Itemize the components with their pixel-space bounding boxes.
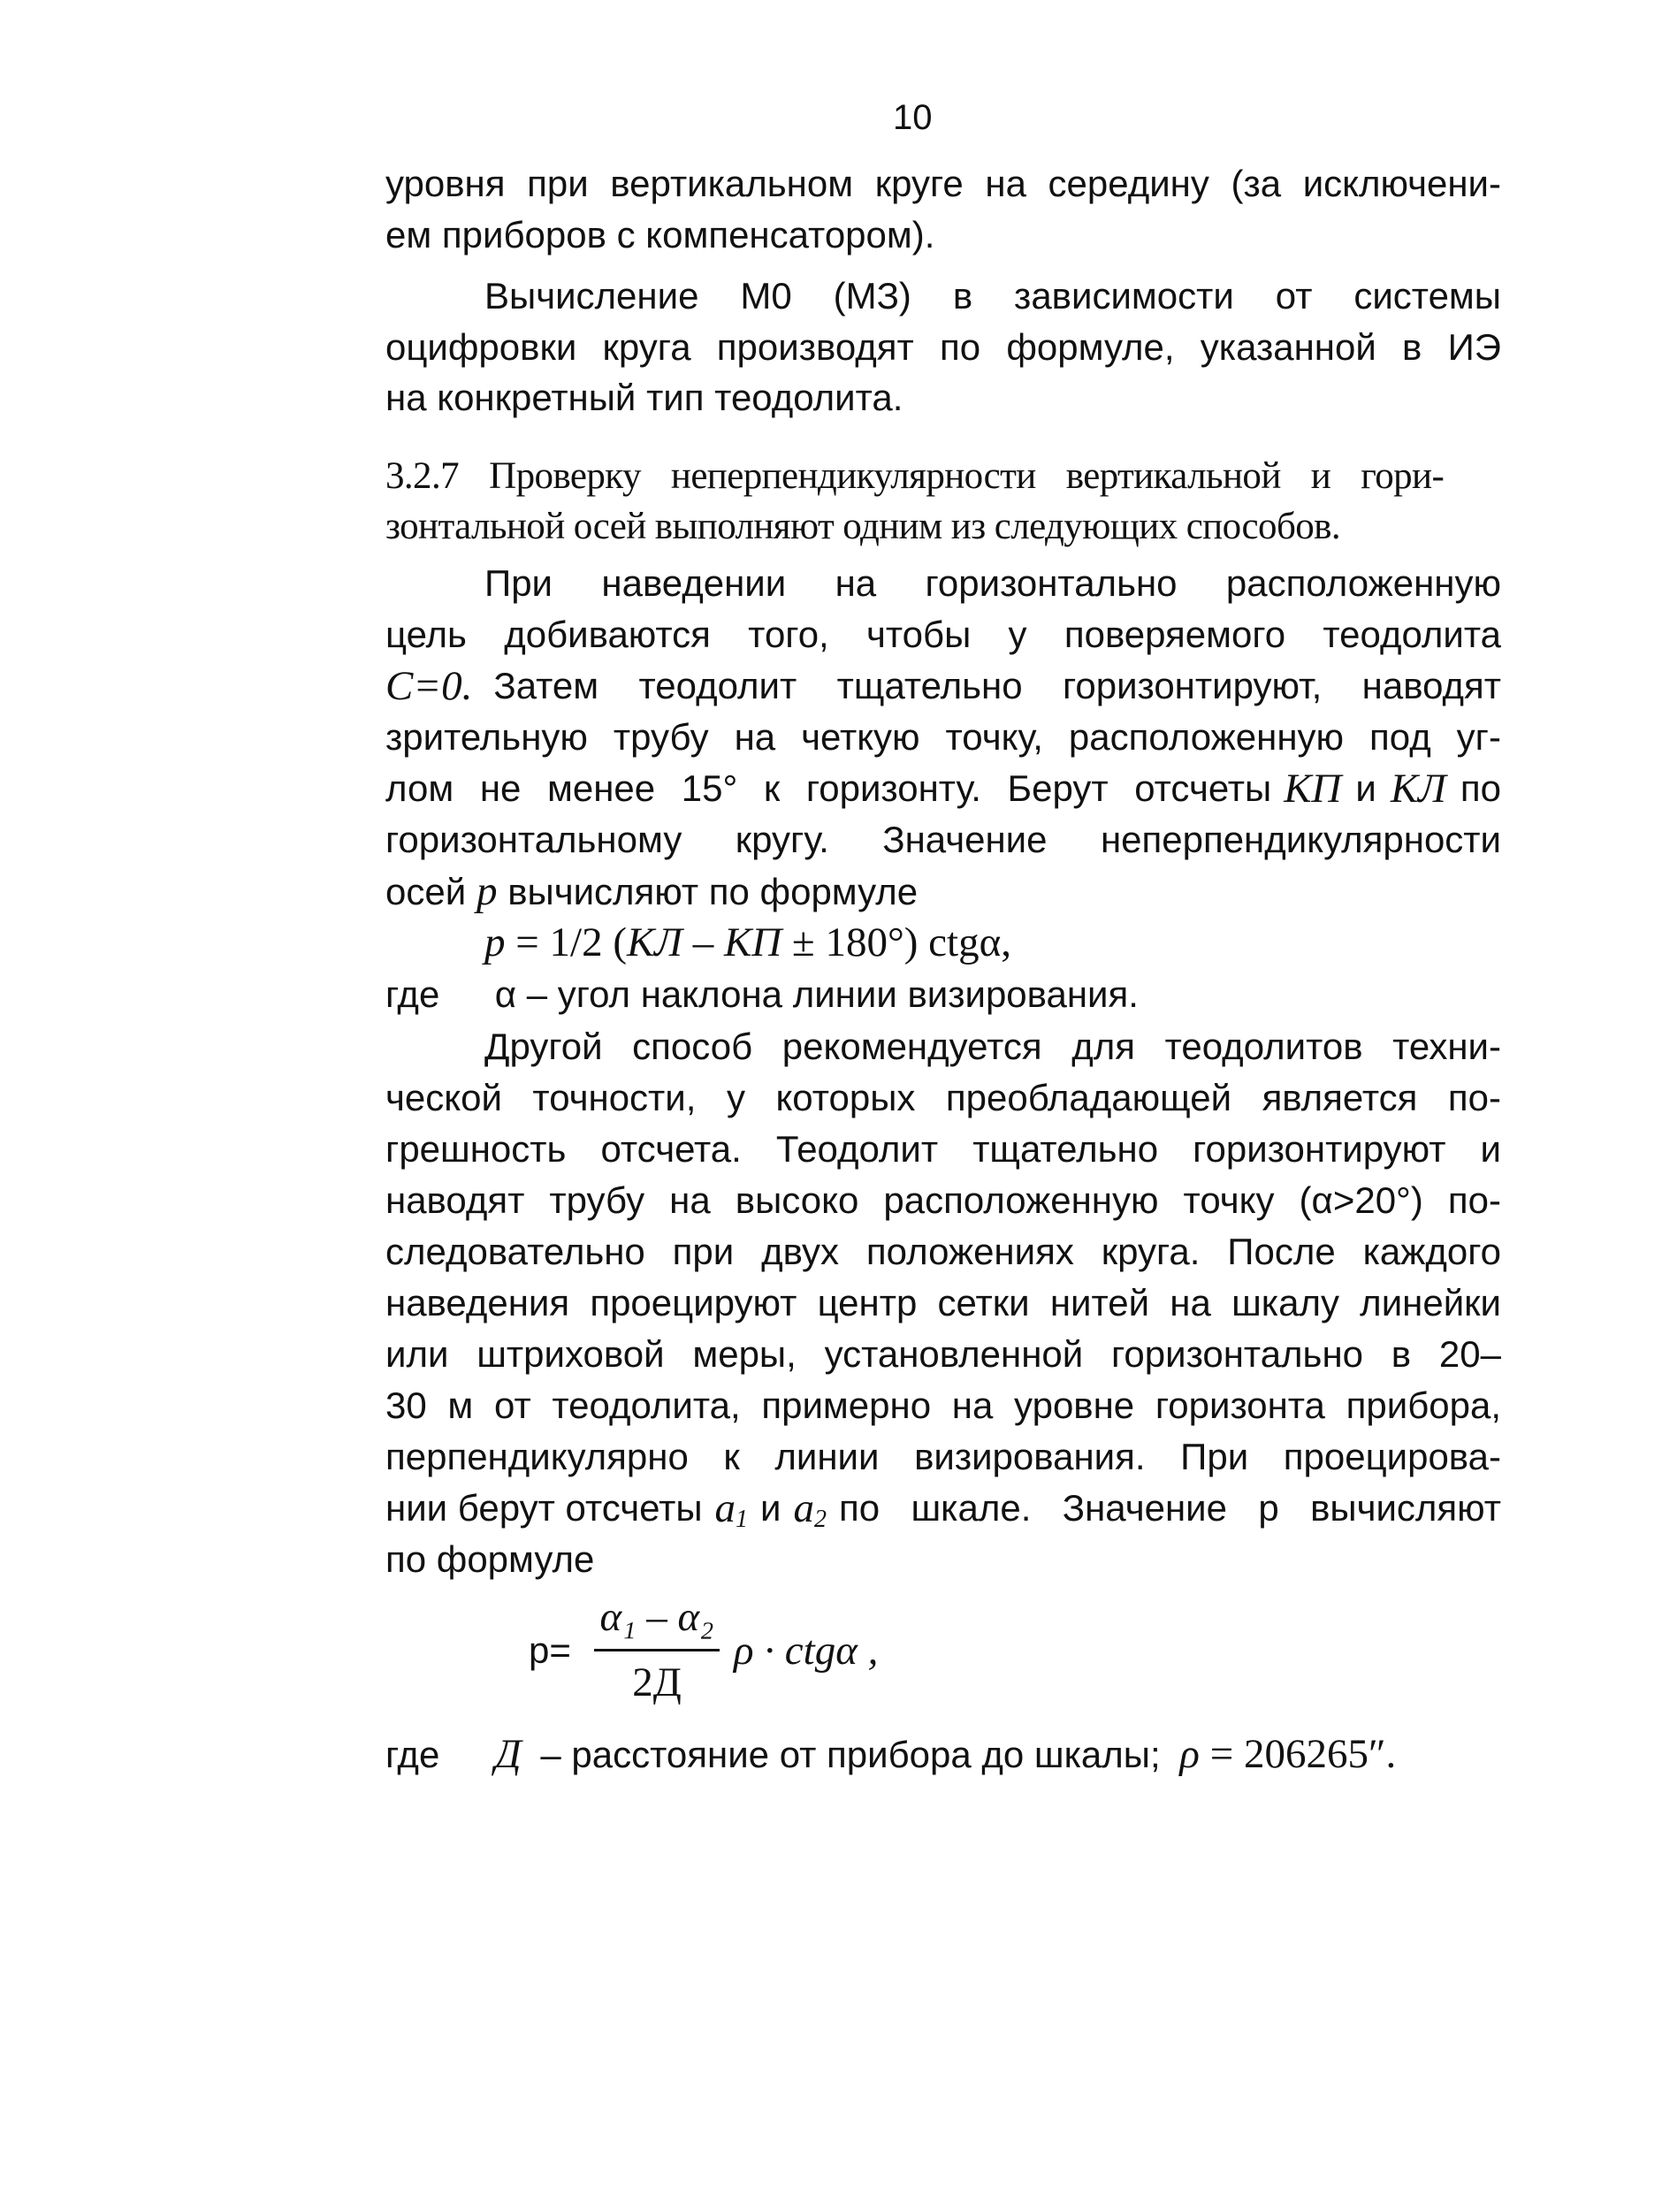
text-fragment: α – угол наклона линии визирования. [494,973,1139,1015]
fraction [591,1578,723,1711]
formula-lhs: p [484,919,506,965]
text-line: на конкретный тип теодолита. [385,377,903,418]
text-fragment: нии берут отсчеты [385,1487,703,1529]
text-line: наведения проецируют центр сетки нитей на шкалу линейки [385,1282,1501,1323]
formula-p [484,916,1600,969]
text-line [385,762,1501,815]
text-line: Другой способ рекомендуется для теодолитов техни- [484,1026,1501,1067]
text-line: грешность отсчета. Теодолит тщательно горизонтируют и [385,1128,1501,1170]
text-line [385,967,1501,1020]
text-line: При наведении на горизонтально расположенную [484,562,1501,604]
d-symbol: Д [494,1731,522,1777]
page-number: 10 [893,98,933,137]
rho-value: = 206265″. [1199,1731,1397,1777]
a2-symbol: $a_2$ [793,1485,827,1533]
fraction-denominator: 2Д [632,1659,682,1705]
kp-symbol: КП [1284,766,1342,812]
formula-tail: ρ · ctgα , [734,1628,879,1674]
text-fragment: и [760,1487,781,1529]
text-line: по формуле [385,1538,595,1580]
formula-part: ± 180°) ctgα, [781,919,1011,965]
text-fragment: вычисляют по формуле [507,871,919,912]
text-line [385,1482,1501,1535]
text-line: оцифровки круга производят по формуле, указанной в ИЭ [385,326,1501,368]
text-fragment: по шкале. Значение р вычисляют [839,1487,1501,1529]
text-line: перпендикулярно к линии визирования. При проецирова- [385,1436,1501,1477]
text-line: зрительную трубу на четкую точку, расположенную под уг- [385,716,1501,758]
text-line: уровня при вертикальном круге на середину (за исключени- [385,163,1501,204]
fraction-bar [594,1649,720,1651]
section-heading-text: Проверку неперпендикулярности вертикальной и гори- [489,455,1445,497]
text-fragment: Затем теодолит тщательно горизонтируют, наводят [493,665,1501,706]
kl-symbol: КЛ [1390,766,1446,812]
text-line [385,1728,1501,1781]
section-number: 3.2.7 [385,455,460,497]
text-fragment: – расстояние от прибора до шкалы; [540,1734,1161,1775]
where-label: где [385,973,440,1015]
text-line: ем приборов с компенсатором). [385,214,935,256]
formula-kl: КЛ [626,919,683,965]
formula-kp: КП [724,919,782,965]
section-heading-line [385,450,1501,503]
text-line: 30 м от теодолита, примерно на уровне горизонта прибора, [385,1384,1501,1426]
text-line: цель добиваются того, чтобы у поверяемого теодолита [385,614,1501,655]
text-line: следовательно при двух положениях круга. После каждого [385,1231,1501,1272]
formula-part: – [682,919,725,965]
fraction-numerator: α₁ – α₂ [599,1594,714,1640]
text-line: или штриховой меры, установленной горизонтально в 20– [385,1333,1501,1375]
a1-symbol: $a_1$ [714,1485,749,1533]
text-fragment: лом не менее 15° к горизонту. Берут отсчеты [385,767,1272,809]
text-line: ческой точности, у которых преобладающей является по- [385,1077,1501,1118]
text-line: горизонтальному кругу. Значение неперпендикулярности [385,819,1501,860]
text-fragment: по [1460,767,1501,809]
text-line [385,865,1501,918]
text-line [385,660,1501,713]
formula-part: = 1/2 ( [505,919,627,965]
text-line: зонтальной осей выполняют одним из следующих способов. [385,506,1340,547]
where-label: где [385,1734,440,1775]
c-zero-symbol: C=0. [385,663,473,709]
text-fragment: осей [385,871,467,912]
text-fragment: и [1355,767,1376,809]
formula-p-fraction [529,1578,988,1720]
formula-prefix: p= [529,1629,571,1671]
text-line: наводят трубу на высоко расположенную точку (α>20°) по- [385,1179,1501,1221]
rho-symbol: ρ [1179,1731,1200,1777]
p-symbol: p [476,868,498,914]
text-line: Вычисление М0 (МЗ) в зависимости от системы [484,275,1501,317]
